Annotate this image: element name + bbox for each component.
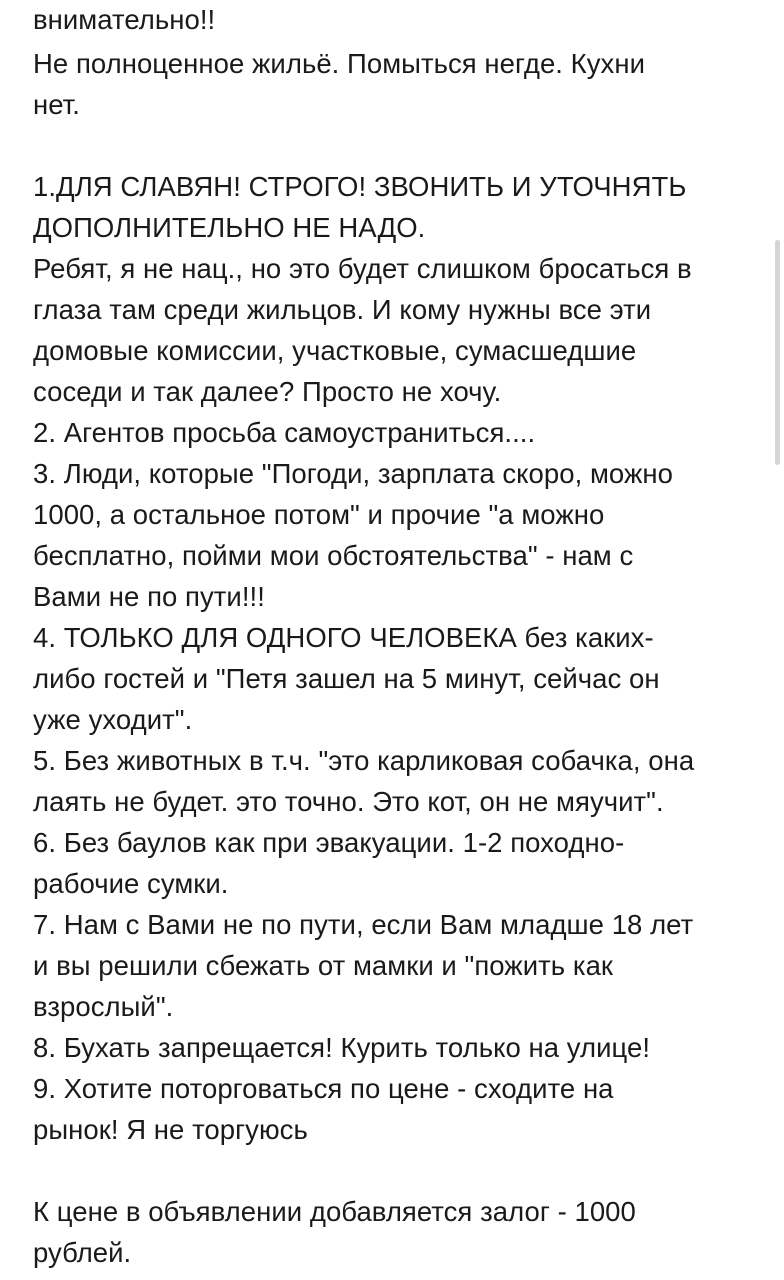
text-line: рабочие сумки. [33, 868, 229, 899]
text-line: 2. Агентов просьба самоустраниться.... [33, 417, 536, 448]
text-line: 9. Хотите поторговаться по цене - сходите на [33, 1073, 614, 1104]
text-line: внимательно!! [33, 4, 216, 35]
text-line: Вами не по пути!!! [33, 581, 265, 612]
text-line: нет. [33, 89, 80, 120]
text-line: 1000, а остальное потом" и прочие "а можно [33, 499, 605, 530]
text-line: 3. Люди, которые "Погоди, зарплата скоро, можно [33, 458, 673, 489]
text-line: 6. Без баулов как при эвакуации. 1-2 походно- [33, 827, 625, 858]
text-line: взрослый". [33, 991, 174, 1022]
text-line: лаять не будет. это точно. Это кот, он не мяучит". [33, 786, 664, 817]
text-line: Ребят, я не нац., но это будет слишком бросаться в [33, 253, 692, 284]
text-line: 7. Нам с Вами не по пути, если Вам младше 18 лет [33, 909, 694, 940]
text-line: уже уходит". [33, 704, 193, 735]
text-line: Не полноценное жильё. Помыться негде. Кухни [33, 48, 645, 79]
text-line: 4. ТОЛЬКО ДЛЯ ОДНОГО ЧЕЛОВЕКА без каких- [33, 622, 654, 653]
text-line: К цене в объявлении добавляется залог - 1000 [33, 1196, 636, 1227]
text-line: рынок! Я не торгуюсь [33, 1114, 308, 1145]
text-line: и вы решили сбежать от мамки и "пожить как [33, 950, 613, 981]
text-line: рублей. [33, 1237, 132, 1268]
text-line: бесплатно, пойми мои обстоятельства" - нам с [33, 540, 634, 571]
text-line: 8. Бухать запрещается! Курить только на улице! [33, 1032, 651, 1063]
text-line: 5. Без животных в т.ч. "это карликовая собачка, она [33, 745, 695, 776]
text-line: соседи и так далее? Просто не хочу. [33, 376, 502, 407]
text-line: либо гостей и "Петя зашел на 5 минут, сейчас он [33, 663, 660, 694]
text-line: домовые комиссии, участковые, сумасшедшие [33, 335, 637, 366]
text-line: ДОПОЛНИТЕЛЬНО НЕ НАДО. [33, 212, 426, 243]
text-line: 1.ДЛЯ СЛАВЯН! СТРОГО! ЗВОНИТЬ И УТОЧНЯТЬ [33, 171, 687, 202]
text-line: глаза там среди жильцов. И кому нужны все эти [33, 294, 652, 325]
scrollbar[interactable] [775, 240, 780, 465]
